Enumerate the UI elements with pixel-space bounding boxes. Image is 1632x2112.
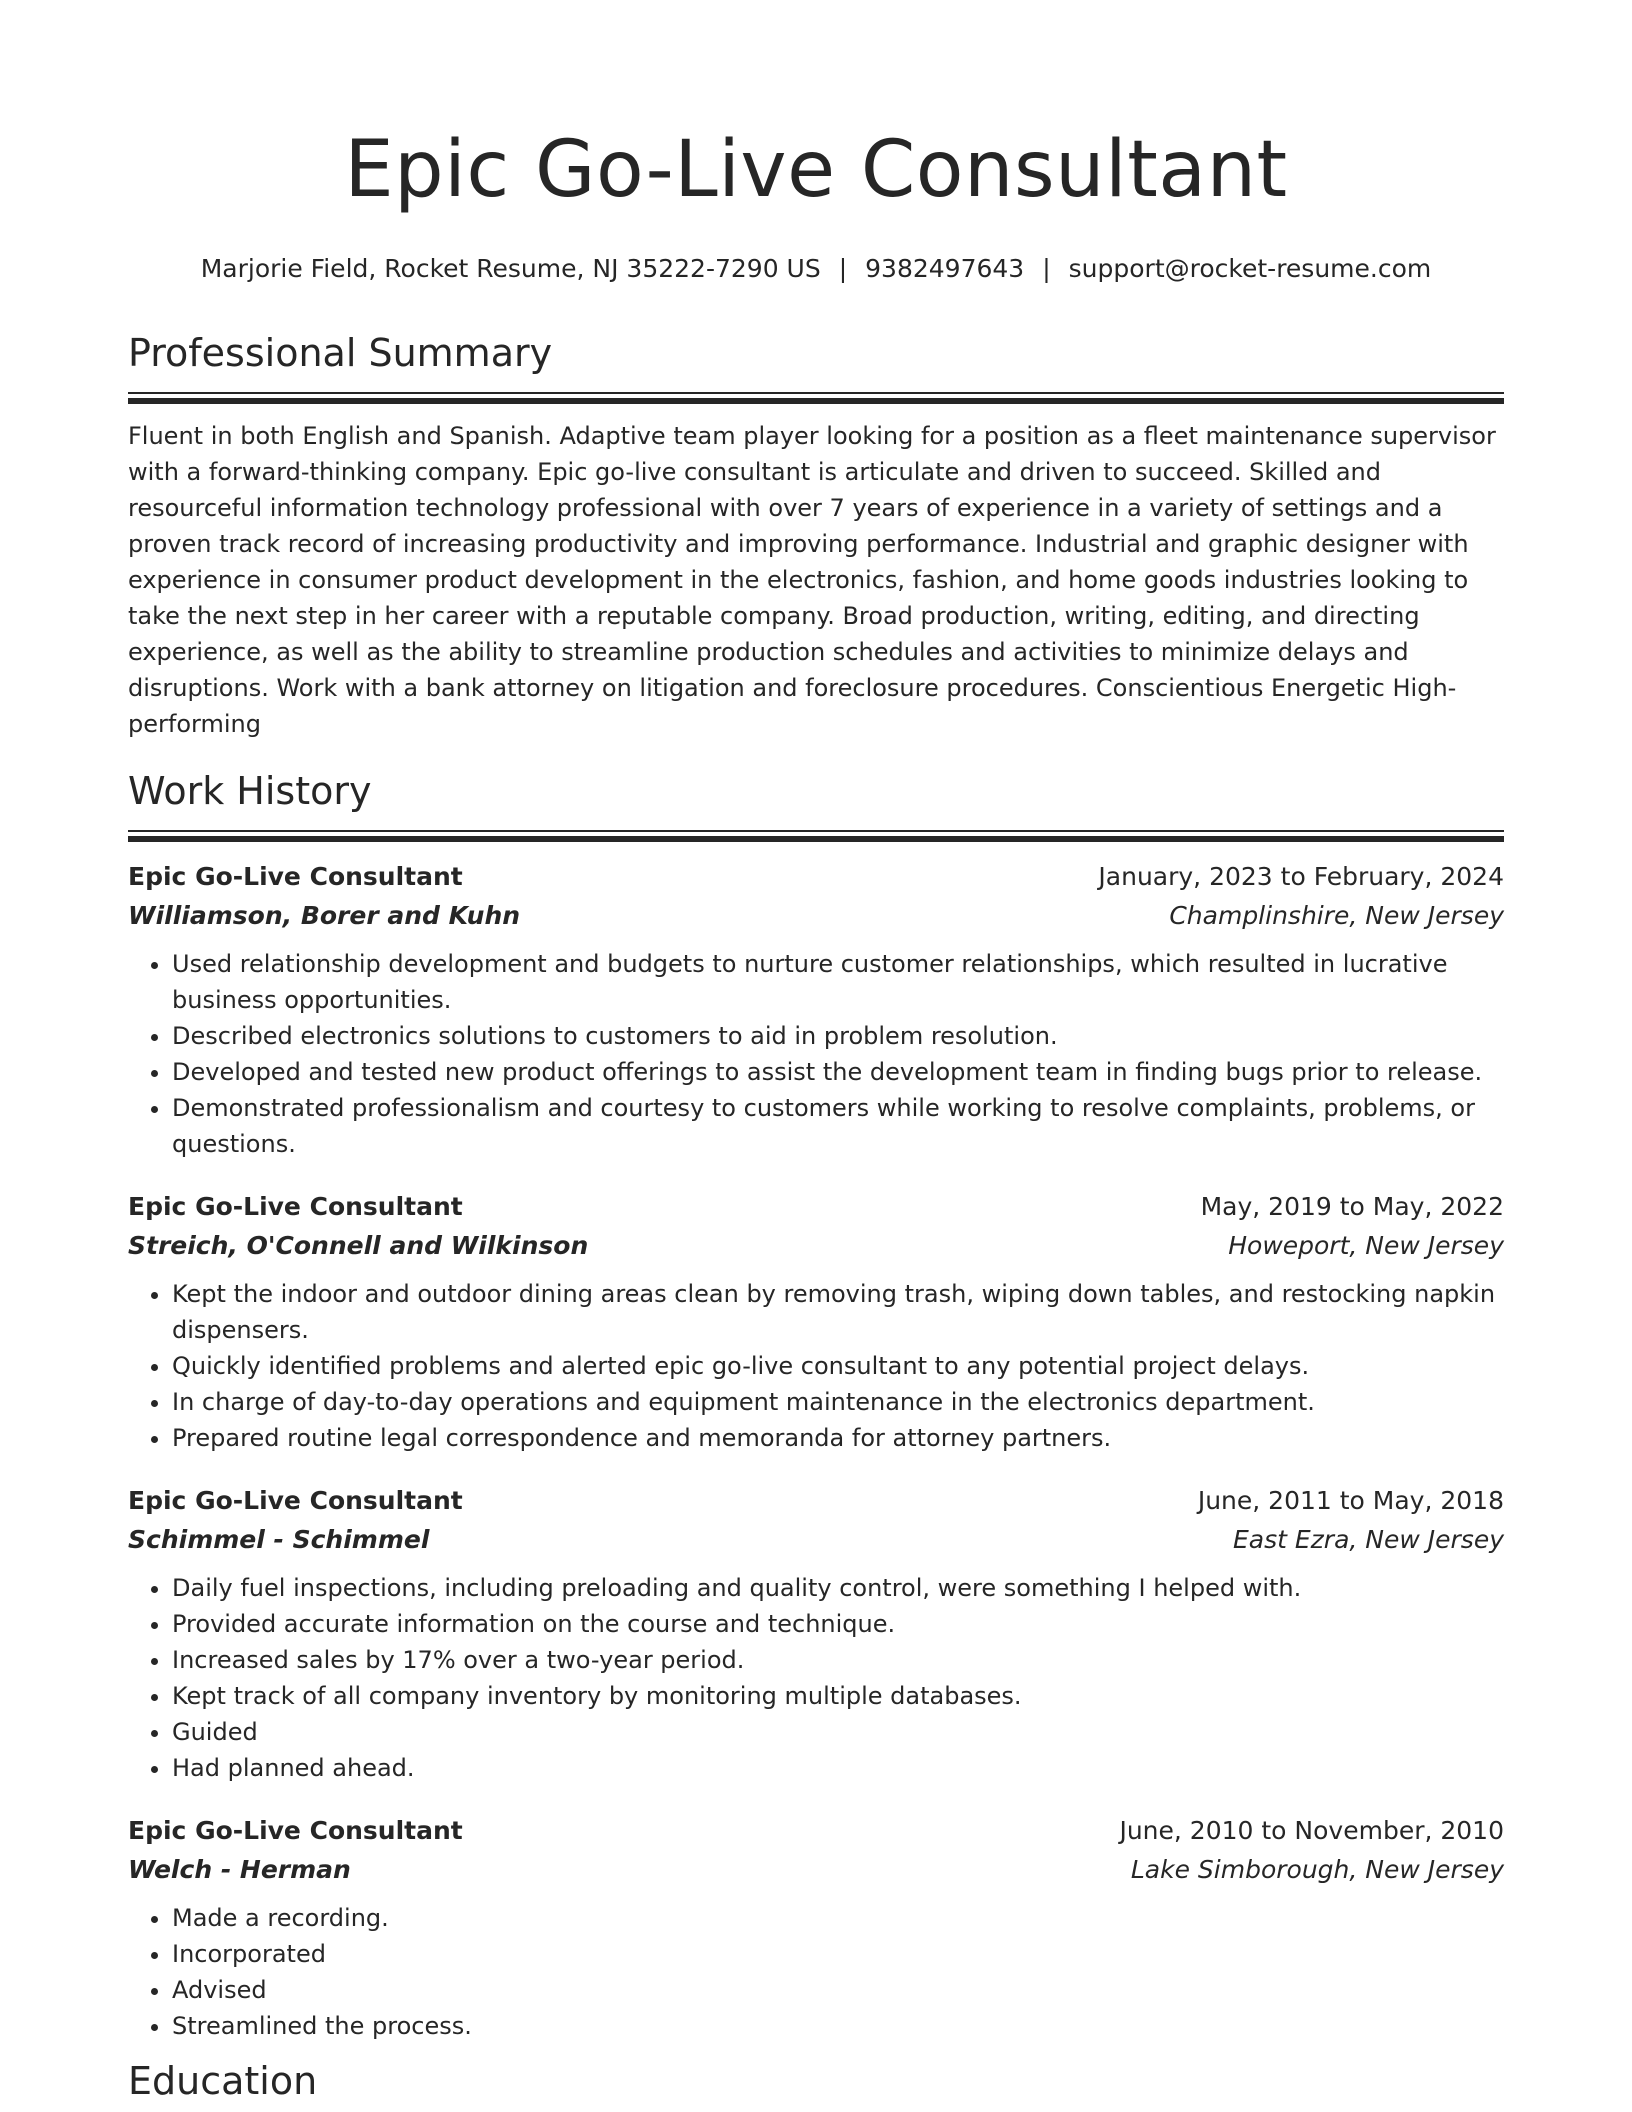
resume-title: Epic Go-Live Consultant bbox=[344, 125, 1288, 215]
work-history-heading: Work History bbox=[128, 769, 372, 813]
job-bullet: • Made a recording. bbox=[172, 1900, 1504, 1936]
job-bullet: • Kept track of all company inventory by monitoring multiple databases. bbox=[172, 1678, 1504, 1714]
education-heading: Education bbox=[128, 2059, 318, 2103]
job-company-row bbox=[128, 896, 1504, 936]
job-bullet: • Had planned ahead. bbox=[172, 1750, 1504, 1786]
job-location: East Ezra, New Jersey bbox=[1232, 1525, 1504, 1554]
job-header-row bbox=[128, 1812, 1504, 1850]
job-bullet: • Prepared routine legal correspondence and memoranda for attorney partners. bbox=[172, 1420, 1504, 1456]
summary-heading: Professional Summary bbox=[128, 331, 553, 375]
job-bullet-list bbox=[128, 1276, 1504, 1456]
job-company: Streich, O'Connell and Wilkinson bbox=[128, 1231, 589, 1260]
job-location: Champlinshire, New Jersey bbox=[1169, 901, 1504, 930]
job-bullet-list bbox=[128, 1570, 1504, 1786]
job-company-row bbox=[128, 1850, 1504, 1890]
contact-phone: 9382497643 bbox=[865, 254, 1025, 283]
job-entry bbox=[128, 1188, 1504, 1456]
section-divider bbox=[128, 392, 1504, 402]
contact-separator: | bbox=[838, 254, 848, 283]
job-entry bbox=[128, 1482, 1504, 1786]
job-dates: May, 2019 to May, 2022 bbox=[1200, 1192, 1504, 1221]
job-title: Epic Go-Live Consultant bbox=[128, 1192, 463, 1221]
job-company: Welch - Herman bbox=[128, 1855, 351, 1884]
job-entry bbox=[128, 858, 1504, 1162]
job-entry bbox=[128, 1812, 1504, 2044]
job-header-row bbox=[128, 1188, 1504, 1226]
job-bullet-list bbox=[128, 946, 1504, 1162]
job-bullet: • Developed and tested new product offerings to assist the development team in finding bugs prior to release. bbox=[172, 1054, 1504, 1090]
job-bullet-list bbox=[128, 1900, 1504, 2044]
job-company-row bbox=[128, 1520, 1504, 1560]
contact-email: support@rocket-resume.com bbox=[1068, 254, 1432, 283]
job-header-row bbox=[128, 858, 1504, 896]
job-dates: June, 2011 to May, 2018 bbox=[1197, 1486, 1504, 1515]
job-location: Lake Simborough, New Jersey bbox=[1130, 1855, 1504, 1884]
job-bullet: • Kept the indoor and outdoor dining areas clean by removing trash, wiping down tables, and restocking napkin dispensers. bbox=[172, 1276, 1504, 1348]
job-title: Epic Go-Live Consultant bbox=[128, 1486, 463, 1515]
job-company: Schimmel - Schimmel bbox=[128, 1525, 430, 1554]
section-divider bbox=[128, 830, 1504, 840]
job-dates: June, 2010 to November, 2010 bbox=[1119, 1816, 1504, 1845]
job-bullet: • Advised bbox=[172, 1972, 1504, 2008]
job-list bbox=[128, 858, 1504, 2044]
job-bullet: • Increased sales by 17% over a two-year period. bbox=[172, 1642, 1504, 1678]
job-title: Epic Go-Live Consultant bbox=[128, 1816, 463, 1845]
job-dates: January, 2023 to February, 2024 bbox=[1098, 862, 1504, 891]
contact-address: Marjorie Field, Rocket Resume, NJ 35222-7290 US bbox=[200, 254, 821, 283]
job-bullet: • Daily fuel inspections, including preloading and quality control, were something I helped with. bbox=[172, 1570, 1504, 1606]
summary-text: Fluent in both English and Spanish. Adaptive team player looking for a position as a fleet maintenance supervisor with a forward-thinking company. Epic go-live consultant is articulate and driven to succeed. Skilled and resourceful information technology professional with over 7 years of experience in a variety of settings and a proven track record of increasing productivity and improving performance. Industrial and graphic designer with experience in consumer product development in the electronics, fashion, and home goods industries looking to take the next step in her career with a reputable company. Broad production, writing, editing, and directing experience, as well as the ability to streamline production schedules and activities to minimize delays and disruptions. Work with a bank attorney on litigation and foreclosure procedures. Conscientious Energetic High-performing bbox=[128, 422, 1496, 738]
job-bullet: • Quickly identified problems and alerted epic go-live consultant to any potential project delays. bbox=[172, 1348, 1504, 1384]
job-bullet: • Used relationship development and budgets to nurture customer relationships, which resulted in lucrative business opportunities. bbox=[172, 946, 1504, 1018]
job-bullet: • Provided accurate information on the course and technique. bbox=[172, 1606, 1504, 1642]
job-bullet: • Streamlined the process. bbox=[172, 2008, 1504, 2044]
job-bullet: • Guided bbox=[172, 1714, 1504, 1750]
resume-page bbox=[128, 0, 1504, 2106]
contact-line bbox=[128, 252, 1504, 286]
contact-separator: | bbox=[1042, 254, 1051, 283]
job-bullet: • In charge of day-to-day operations and equipment maintenance in the electronics department. bbox=[172, 1384, 1504, 1420]
job-company: Williamson, Borer and Kuhn bbox=[128, 901, 521, 930]
job-location: Howeport, New Jersey bbox=[1228, 1231, 1504, 1260]
job-company-row bbox=[128, 1226, 1504, 1266]
job-bullet: • Incorporated bbox=[172, 1936, 1504, 1972]
job-bullet: • Demonstrated professionalism and courtesy to customers while working to resolve complaints, problems, or questions. bbox=[172, 1090, 1504, 1162]
job-header-row bbox=[128, 1482, 1504, 1520]
job-bullet: • Described electronics solutions to customers to aid in problem resolution. bbox=[172, 1018, 1504, 1054]
job-title: Epic Go-Live Consultant bbox=[128, 862, 463, 891]
